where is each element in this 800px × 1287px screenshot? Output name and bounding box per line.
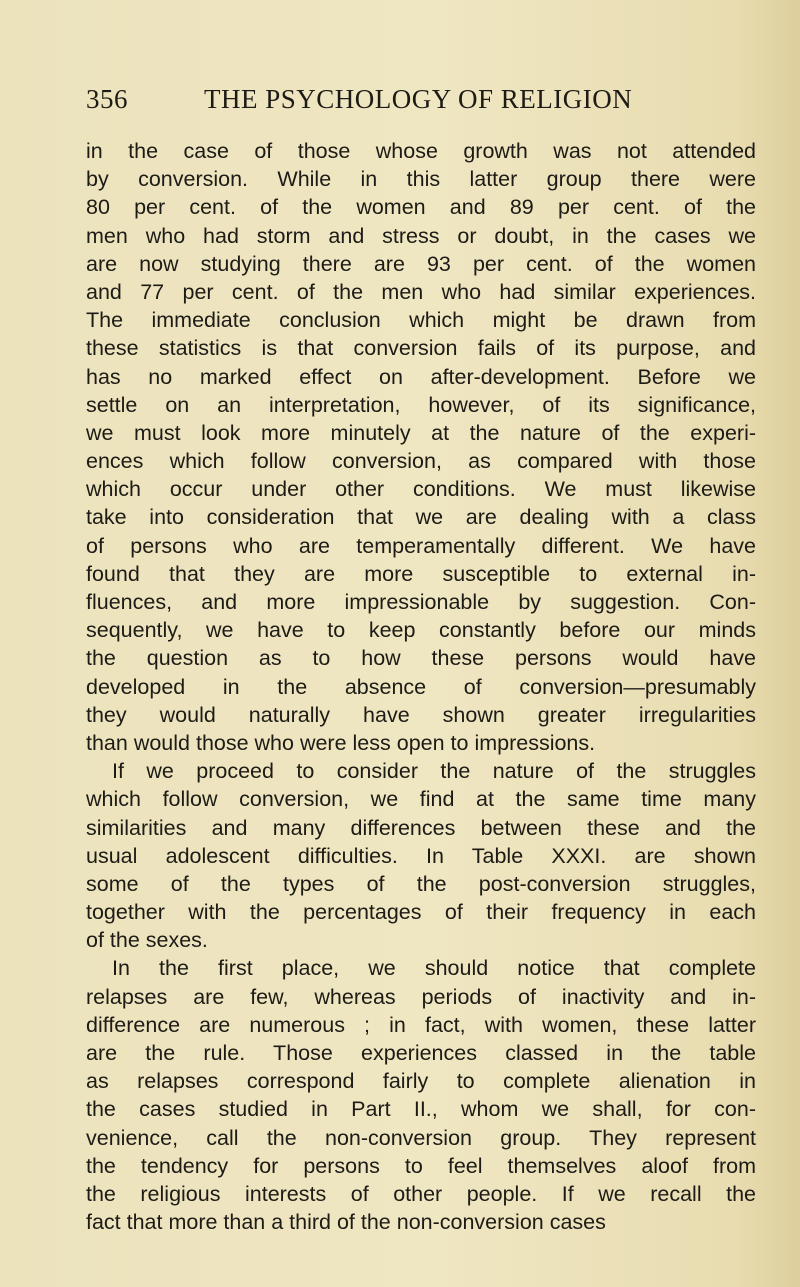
text-line: sequently, we have to keep constantly before our minds [86,618,756,643]
text-line: the tendency for persons to feel themselves aloof from [86,1153,756,1178]
running-title: THE PSYCHOLOGY OF RELIGION [204,84,633,114]
text-line: found that they are more susceptible to external in- [86,561,756,586]
paragraph [86,757,756,954]
text-line: some of the types of the post-conversion struggles, [86,871,756,896]
text-line: which follow conversion, we find at the same time many [86,787,756,812]
text-line: take into consideration that we are dealing with a class [86,505,756,530]
text-line: similarities and many differences between these and the [86,815,756,840]
text-line: are the rule. Those experiences classed in the table [86,1041,756,1065]
text-line: the religious interests of other people. If we recall the [86,1181,756,1206]
text-line: developed in the absence of conversion—presumably [86,674,756,699]
text-line: The immediate conclusion which might be drawn from [86,308,756,333]
page-header [86,84,756,124]
text-line: settle on an interpretation, however, of its significance, [86,392,756,417]
text-line: of the sexes. [86,928,208,953]
text-line: men who had storm and stress or doubt, in the cases we [86,223,756,248]
text-line: ences which follow conversion, as compared with those [86,449,756,474]
body-text [86,137,756,1236]
text-line: the cases studied in Part II., whom we shall, for con- [86,1097,756,1122]
text-line: together with the percentages of their frequency in each [86,900,756,925]
text-line: of persons who are temperamentally different. We have [86,533,756,558]
text-line: fluences, and more impressionable by suggestion. Con- [86,590,756,614]
text-line: by conversion. While in this latter group there were [86,167,756,192]
text-line: and 77 per cent. of the men who had similar experiences. [86,279,756,304]
text-line: the question as to how these persons would have [86,646,756,671]
text-line: we must look more minutely at the nature of the experi- [86,420,756,445]
text-line: are now studying there are 93 per cent. of the women [86,251,756,276]
text-line: they would naturally have shown greater irregularities [86,702,756,727]
text-line: in the case of those whose growth was not attended [86,139,756,163]
text-line: 80 per cent. of the women and 89 per cent. of the [86,195,756,220]
text-line: these statistics is that conversion fails of its purpose, and [86,336,756,361]
text-line: relapses are few, whereas periods of inactivity and in- [86,984,756,1009]
text-line: fact that more than a third of the non-conversion cases [86,1210,606,1235]
text-line: venience, call the non-conversion group. They represent [86,1125,756,1150]
text-line: usual adolescent difficulties. In Table XXXI. are shown [86,843,756,868]
text-line: than would those who were less open to impressions. [86,730,596,755]
paragraph [86,954,756,1236]
text-line: as relapses correspond fairly to complete alienation in [86,1069,756,1094]
text-line: has no marked effect on after-development. Before we [86,364,756,389]
page-number: 356 [86,84,128,114]
text-line: difference are numerous ; in fact, with women, these latter [86,1012,756,1037]
paragraph [86,137,756,757]
text-line: If we proceed to consider the nature of the struggles [112,759,756,784]
text-line: In the first place, we should notice that complete [112,956,756,981]
text-line: which occur under other conditions. We must likewise [86,477,756,502]
